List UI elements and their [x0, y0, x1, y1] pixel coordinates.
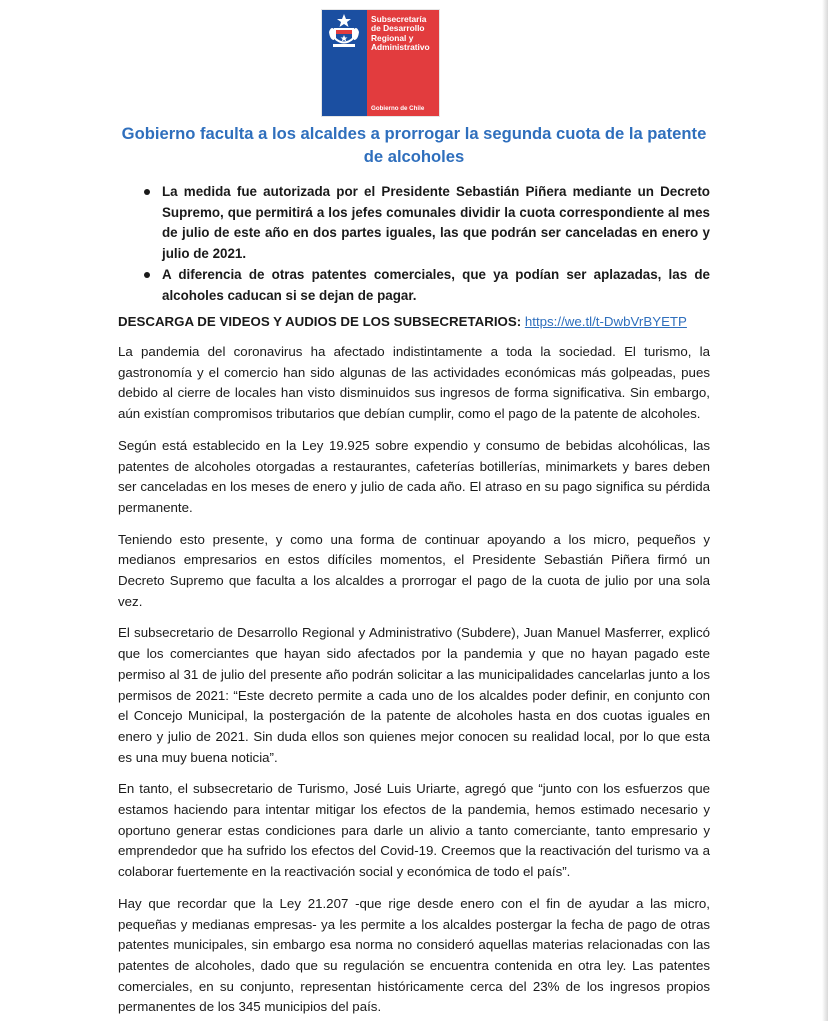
summary-bullet-text: A diferencia de otras patentes comerciales, que ya podían ser aplazadas, las de alcoholes caducan si se dejan de pagar.	[162, 267, 710, 303]
logo-line-2: de Desarrollo	[371, 23, 425, 34]
logo-line-4: Administrativo	[371, 42, 430, 53]
download-label: DESCARGA DE VIDEOS Y AUDIOS DE LOS SUBSECRETARIOS:	[118, 314, 522, 329]
download-line	[118, 312, 710, 332]
body-paragraph: Según está establecido en la Ley 19.925 sobre expendio y consumo de bebidas alcohólicas, las patentes de alcoholes otorgadas a restaurantes, cafeterías botillerías, minimarkets y bares deben ser canceladas en los meses de enero y julio de cada año. El atraso en su pago significa su pérdida permanente.	[118, 437, 710, 515]
body-paragraph: Teniendo esto presente, y como una forma de continuar apoyando a los micro, pequeños y medianos empresarios en estos difíciles momentos, el Presidente Sebastián Piñera firmó un Decreto Supremo que faculta a los alcaldes a prorrogar el pago de la cuota de julio por una sola vez.	[118, 531, 710, 609]
summary-bullet-item	[118, 182, 710, 264]
body-paragraph: Hay que recordar que la Ley 21.207 -que rige desde enero con el fin de ayudar a las micro, pequeñas y medianas empresas- ya les permite a los alcaldes postergar la fecha de pago de otras patentes municipales, sin embargo esa norma no consideró aquellas materias relacionadas con las patentes de alcoholes, dado que su regulación se encuentra contenida en otra ley. Las patentes comerciales, en su conjunto, representan históricamente cerca del 23% de los ingresos propios permanentes de los 345 municipios del país.	[118, 895, 710, 1015]
summary-bullets	[118, 182, 710, 307]
logo-line-1: Subsecretaría	[371, 14, 427, 24]
logo-line-3: Regional y	[371, 32, 414, 43]
press-release-title: Gobierno faculta a los alcaldes a prorrogar la segunda cuota de la patente de alcoholes	[121, 124, 707, 166]
logo-red-panel	[367, 10, 439, 116]
logo-blue-panel	[322, 10, 367, 116]
body-paragraph: El subsecretario de Desarrollo Regional y Administrativo (Subdere), Juan Manuel Masferrer, explicó que los comerciantes que hayan sido afectados por la pandemia y que no hayan pagado este permiso al 31 de julio del presente año podrán solicitar a las municipalidades cancelarlas junto a los permisos de 2021: “Este decreto permite a cada uno de los alcaldes poder definir, en conjunto con el Concejo Municipal, la postergación de la patente de alcoholes hasta en dos cuotas iguales en enero y julio de 2021. Sin duda ellos son quienes mejor conocen su realidad local, por lo que esta es una muy buena noticia”.	[118, 625, 710, 765]
article-body	[118, 342, 710, 1021]
body-paragraph: La pandemia del coronavirus ha afectado indistintamente a toda la sociedad. El turismo, la gastronomía y el comercio han sido algunas de las actividades económicas más golpeadas, pues debido al cierre de locales han visto disminuidos sus ingresos de forma significativa. Sin embargo, aún existían compromisos tributarios que debían cumplir, como el pago de la patente de alcoholes.	[118, 344, 710, 422]
subdere-logo	[322, 10, 439, 116]
coat-of-arms-icon	[325, 12, 363, 52]
logo-agency-name	[371, 15, 430, 53]
summary-bullet-text: La medida fue autorizada por el Presidente Sebastián Piñera mediante un Decreto Supremo, que permitirá a los jefes comunales dividir la cuota correspondiente al mes de julio de este año en dos partes iguales, las que podrán ser canceladas en enero y julio de 2021.	[162, 184, 710, 261]
page-edge-shadow	[822, 0, 828, 1021]
download-link[interactable]: https://we.tl/t-DwbVrBYETP	[524, 314, 687, 329]
logo-footer: Gobierno de Chile	[371, 105, 425, 112]
summary-bullet-item	[118, 265, 710, 306]
bullet-dot-icon	[144, 189, 150, 195]
bullet-dot-icon	[144, 272, 150, 278]
body-paragraph: En tanto, el subsecretario de Turismo, José Luis Uriarte, agregó que “junto con los esfuerzos que estamos haciendo para intentar mitigar los efectos de la pandemia, hemos estimado necesario y oportuno generar estas condiciones para darle un alivio a tanto comerciante, tanto empresario y emprendedor que ha sufrido los efectos del Covid-19. Creemos que la reactivación del turismo va a colaborar fuertemente en la reactivación social y económica de todo el país”.	[118, 781, 710, 880]
